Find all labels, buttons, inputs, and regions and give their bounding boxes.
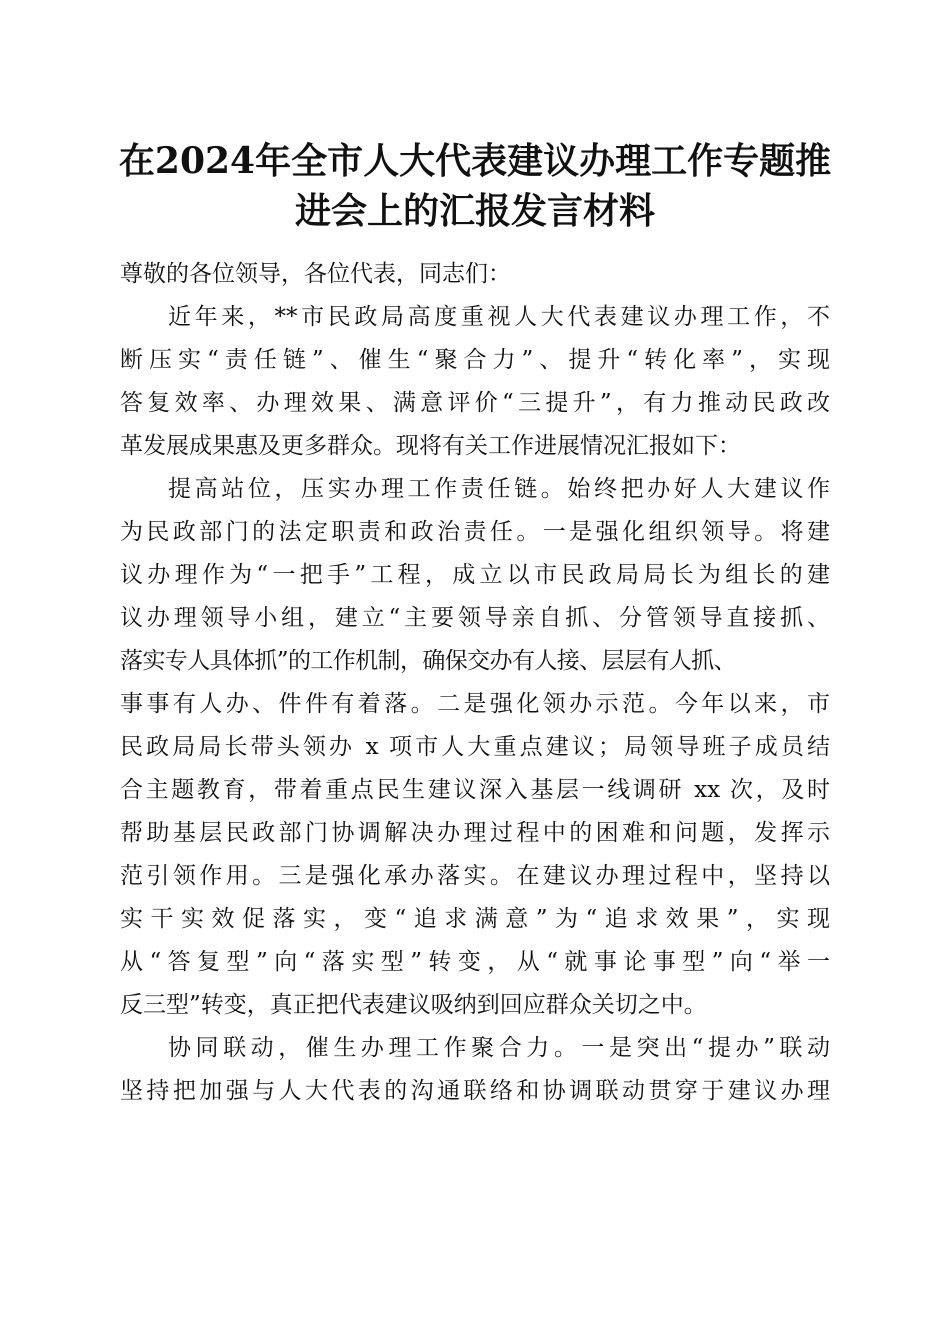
salutation-line: 尊敬的各位领导，各位代表，同志们： — [120, 261, 511, 287]
text-line: 帮助基层民政部门协调解决办理过程中的困难和问题，发挥示 — [120, 820, 830, 846]
document-body — [120, 253, 830, 1113]
text-line: 革发展成果惠及更多群众。现将有关工作进展情况汇报如下： — [120, 433, 741, 459]
text-line: 提高站位，压实办理工作责任链。始终把办好人大建议作 — [168, 476, 830, 502]
text-line: 范引领作用。三是强化承办落实。在建议办理过程中，坚持以 — [120, 863, 830, 889]
paragraph-coordination — [120, 1027, 830, 1113]
text-line: 答复效率、办理效果、满意评价“三提升”，有力推动民政改 — [120, 390, 830, 416]
text-line: 断压实“责任链”、催生“聚合力”、提升“转化率”，实现 — [120, 347, 830, 373]
text-line: 从“答复型”向“落实型”转变，从“就事论事型”向“举一 — [120, 949, 830, 975]
title-line-2: 进会上的汇报发言材料 — [294, 190, 655, 232]
title-line-1: 在2024年全市人大代表建议办理工作专题推 — [118, 140, 832, 182]
text-line: 民政局局长带头领办 x 项市人大重点建议；局领导班子成员结 — [120, 734, 830, 760]
text-line: 合主题教育，带着重点民生建议深入基层一线调研 xx 次，及时 — [120, 777, 830, 803]
text-line: 协同联动，催生办理工作聚合力。一是突出“提办”联动 — [168, 1035, 830, 1061]
document-title — [100, 136, 850, 236]
text-line: 为民政部门的法定职责和政治责任。一是强化组织领导。将建 — [120, 519, 830, 545]
text-line: 落实专人具体抓”的工作机制，确保交办有人接、层层有人抓、 — [120, 648, 736, 674]
paragraph-intro — [120, 296, 830, 468]
text-line: 坚持把加强与人大代表的沟通联络和协调联动贯穿于建议办理 — [120, 1078, 830, 1104]
text-line: 近年来，**市民政局高度重视人大代表建议办理工作，不 — [168, 304, 830, 330]
salutation — [120, 253, 830, 296]
text-line: 议办理领导小组，建立“主要领导亲自抓、分管领导直接抓、 — [120, 605, 830, 631]
text-line: 事事有人办、件件有着落。二是强化领办示范。今年以来，市 — [120, 691, 830, 717]
paragraph-responsibility — [120, 468, 830, 1027]
text-line: 反三型”转变，真正把代表建议吸纳到回应群众关切之中。 — [120, 992, 707, 1018]
text-line: 实干实效促落实，变“追求满意”为“追求效果”，实现 — [120, 906, 830, 932]
text-line: 议办理作为“一把手”工程，成立以市民政局局长为组长的建 — [120, 562, 830, 588]
